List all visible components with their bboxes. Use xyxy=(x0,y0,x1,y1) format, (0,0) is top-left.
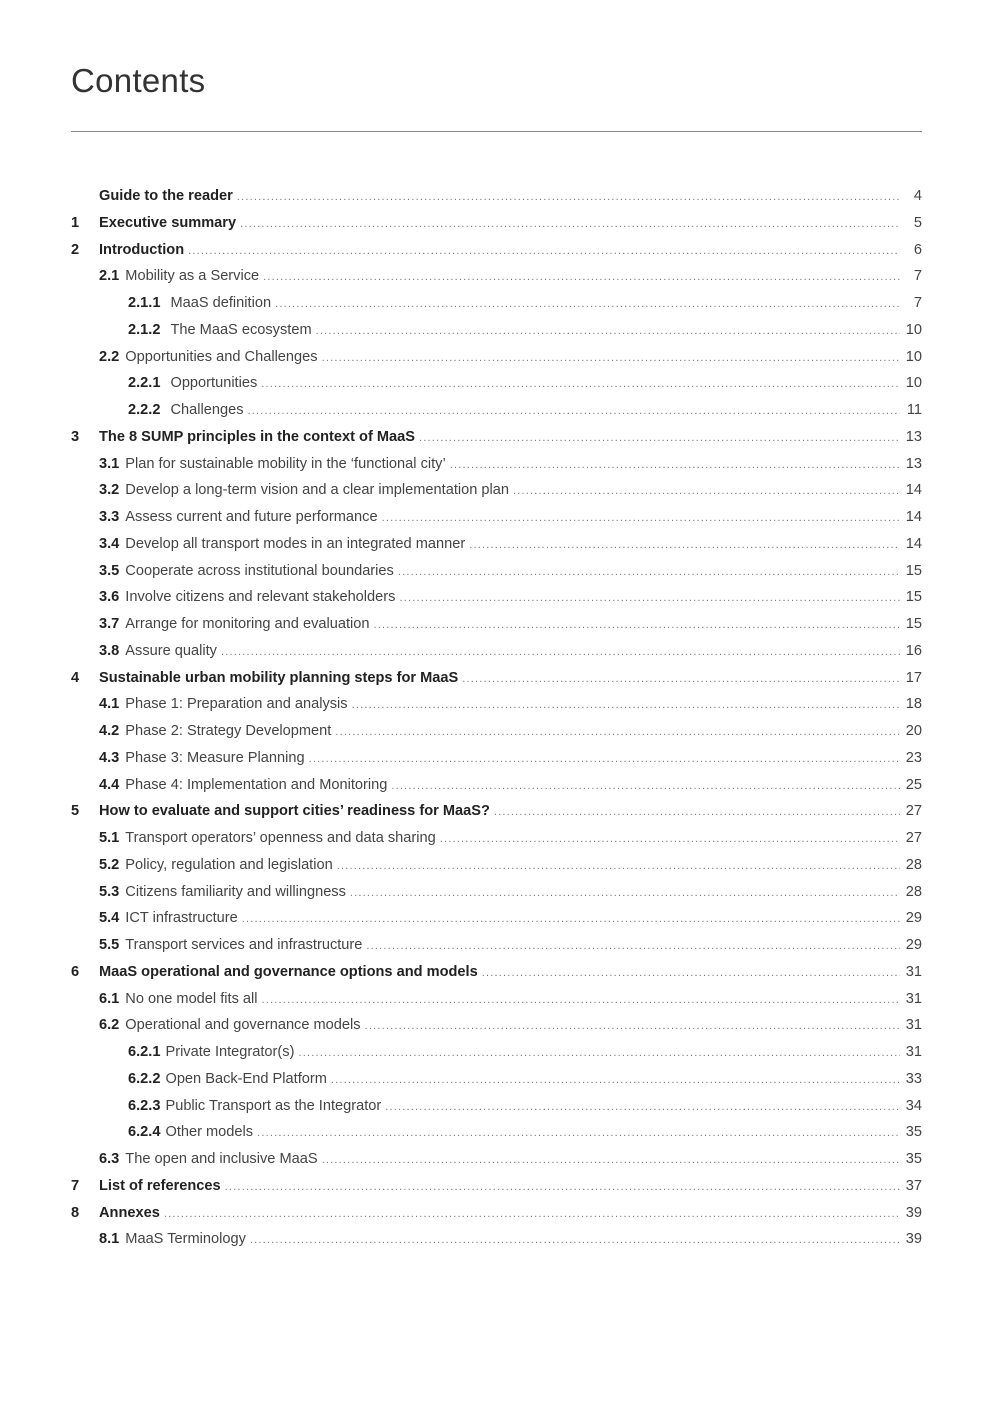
toc-entry-title: MaaS definition xyxy=(170,295,272,311)
toc-entry[interactable] xyxy=(71,665,922,692)
toc-dot-leader xyxy=(250,1227,900,1253)
toc-page-number: 15 xyxy=(905,589,922,606)
toc-chapter-number: 3 xyxy=(71,428,80,445)
toc-entry[interactable] xyxy=(71,932,922,959)
toc-section-number: 4.2 xyxy=(99,723,120,739)
toc-entry[interactable] xyxy=(71,905,922,932)
toc-page-number: 18 xyxy=(905,696,922,713)
toc-dot-leader xyxy=(335,719,900,745)
toc-entry[interactable] xyxy=(71,718,922,745)
toc-entry-title: No one model fits all xyxy=(125,990,258,1007)
toc-dot-leader xyxy=(513,478,900,504)
toc-entry[interactable] xyxy=(71,1119,922,1146)
toc-entry[interactable] xyxy=(71,986,922,1013)
toc-entry[interactable] xyxy=(71,477,922,504)
toc-dot-leader xyxy=(337,853,900,879)
toc-entry[interactable] xyxy=(71,1173,922,1200)
toc-section-number: 2.1 xyxy=(99,268,120,285)
toc-entry-title: Cooperate across institutional boundaries xyxy=(125,562,394,579)
toc-entry-title: Open Back-End Platform xyxy=(165,1070,327,1087)
toc-entry[interactable] xyxy=(71,237,922,264)
toc-section-number: 3.7 xyxy=(99,616,120,632)
toc-dot-leader xyxy=(242,906,900,932)
toc-dot-leader xyxy=(350,880,900,906)
toc-page-number: 16 xyxy=(905,642,922,659)
toc-entry-title: MaaS Terminology xyxy=(125,1231,246,1248)
toc-dot-leader xyxy=(398,559,900,585)
toc-section-number: 4.4 xyxy=(99,776,120,793)
toc-section-number: 3.5 xyxy=(99,562,120,579)
toc-page-number: 31 xyxy=(905,963,922,980)
toc-dot-leader xyxy=(262,987,900,1013)
toc-section-number: 5.2 xyxy=(99,856,120,873)
toc-chapter-number: 4 xyxy=(71,669,80,686)
toc-entry[interactable] xyxy=(71,584,922,611)
toc-page-number: 11 xyxy=(906,402,922,418)
toc-page-number: 10 xyxy=(905,375,922,392)
toc-entry-title: Sustainable urban mobility planning steps for MaaS xyxy=(99,669,459,686)
toc-page-number: 23 xyxy=(905,749,922,766)
toc-entry[interactable] xyxy=(71,959,922,986)
toc-entry-title: MaaS operational and governance options and models xyxy=(99,963,478,980)
toc-page-number: 29 xyxy=(905,910,922,927)
toc-entry[interactable] xyxy=(71,183,922,210)
toc-entry-title: Challenges xyxy=(170,402,244,418)
toc-page-number: 31 xyxy=(905,990,922,1007)
toc-dot-leader xyxy=(275,291,900,317)
toc-section-number: 3.1 xyxy=(99,455,120,472)
toc-section-number: 4.3 xyxy=(99,749,120,766)
toc-dot-leader xyxy=(240,211,900,237)
toc-entry-title: Citizens familiarity and willingness xyxy=(125,883,346,900)
toc-section-number: 5.1 xyxy=(99,830,120,846)
toc-page-number: 5 xyxy=(913,214,922,231)
toc-entry-title: Transport operators’ openness and data sharing xyxy=(125,830,436,846)
toc-page-number: 31 xyxy=(905,1017,922,1034)
toc-entry[interactable] xyxy=(71,772,922,799)
toc-dot-leader xyxy=(385,1094,900,1120)
toc-page-number: 39 xyxy=(905,1204,922,1221)
toc-section-number: 2.2.2 xyxy=(128,402,161,418)
toc-dot-leader xyxy=(309,746,900,772)
toc-entry-title: Other models xyxy=(165,1124,254,1141)
toc-dot-leader xyxy=(469,532,900,558)
toc-dot-leader xyxy=(399,585,900,611)
toc-chapter-number: 2 xyxy=(71,241,80,258)
toc-section-number: 2.2.1 xyxy=(128,375,161,392)
toc-entry-title: Phase 1: Preparation and analysis xyxy=(125,696,348,713)
toc-page-number: 25 xyxy=(905,776,922,793)
toc-page-number: 14 xyxy=(905,482,922,499)
toc-dot-leader xyxy=(374,612,901,638)
toc-entry-title: Annexes xyxy=(99,1204,160,1221)
toc-entry[interactable] xyxy=(71,558,922,585)
toc-entry[interactable] xyxy=(71,370,922,397)
toc-section-number: 6.1 xyxy=(99,990,120,1007)
toc-entry-title: Public Transport as the Integrator xyxy=(165,1097,382,1114)
toc-entry[interactable] xyxy=(71,879,922,906)
toc-entry-title: The open and inclusive MaaS xyxy=(125,1151,318,1167)
page-title: Contents xyxy=(71,62,206,99)
toc-section-number: 8.1 xyxy=(99,1231,120,1248)
toc-page-number: 35 xyxy=(905,1151,922,1167)
toc-entry[interactable] xyxy=(71,1146,922,1173)
toc-section-number: 5.3 xyxy=(99,883,120,900)
toc-entry-title: Plan for sustainable mobility in the ‘functional city’ xyxy=(125,455,446,472)
toc-page-number: 27 xyxy=(905,830,922,846)
toc-page-number: 28 xyxy=(905,883,922,900)
toc-page-number: 15 xyxy=(905,616,922,632)
toc-entry[interactable] xyxy=(71,825,922,852)
toc-dot-leader xyxy=(450,452,900,478)
toc-chapter-number: 5 xyxy=(71,803,80,820)
toc-page-number: 13 xyxy=(905,428,922,445)
toc-entry[interactable] xyxy=(71,638,922,665)
toc-dot-leader xyxy=(237,184,900,210)
toc-dot-leader xyxy=(366,933,900,959)
toc-entry-title: The MaaS ecosystem xyxy=(170,321,312,338)
toc-entry[interactable] xyxy=(71,1226,922,1253)
toc-dot-leader xyxy=(164,1201,900,1227)
toc-entry-title: Mobility as a Service xyxy=(125,268,260,285)
toc-page-number: 10 xyxy=(905,348,922,365)
toc-section-number: 2.2 xyxy=(99,348,120,365)
toc-page-number: 29 xyxy=(905,937,922,953)
toc-entry-title: Phase 3: Measure Planning xyxy=(125,749,305,766)
toc-entry-title: Opportunities and Challenges xyxy=(125,348,318,365)
toc-page-number: 33 xyxy=(905,1070,922,1087)
toc-page-number: 27 xyxy=(905,803,922,820)
toc-entry-title: Introduction xyxy=(99,241,185,258)
toc-section-number: 5.5 xyxy=(99,937,120,953)
toc-entry[interactable] xyxy=(71,798,922,825)
toc-section-number: 3.4 xyxy=(99,535,120,552)
toc-page-number: 39 xyxy=(905,1231,922,1248)
toc-entry[interactable] xyxy=(71,1012,922,1039)
toc-entry[interactable] xyxy=(71,1066,922,1093)
toc-dot-leader xyxy=(298,1040,900,1066)
toc-page-number: 15 xyxy=(905,562,922,579)
toc-entry[interactable] xyxy=(71,1200,922,1227)
toc-dot-leader xyxy=(257,1120,900,1146)
toc-section-number: 2.1.1 xyxy=(128,295,161,311)
table-of-contents xyxy=(71,183,922,1253)
toc-section-number: 6.2.2 xyxy=(128,1070,161,1087)
toc-entry[interactable] xyxy=(71,531,922,558)
toc-entry-title: How to evaluate and support cities’ readiness for MaaS? xyxy=(99,803,490,820)
toc-page-number: 13 xyxy=(905,455,922,472)
toc-section-number: 6.2.4 xyxy=(128,1124,161,1141)
toc-page-number: 20 xyxy=(905,723,922,739)
toc-page-number: 35 xyxy=(905,1124,922,1141)
toc-entry[interactable] xyxy=(71,1039,922,1066)
toc-section-number: 3.6 xyxy=(99,589,120,606)
toc-entry[interactable] xyxy=(71,290,922,317)
toc-entry[interactable] xyxy=(71,317,922,344)
toc-entry[interactable] xyxy=(71,424,922,451)
toc-dot-leader xyxy=(261,371,900,397)
toc-entry[interactable] xyxy=(71,1093,922,1120)
toc-dot-leader xyxy=(494,799,900,825)
toc-entry-title: Involve citizens and relevant stakeholders xyxy=(125,589,396,606)
toc-dot-leader xyxy=(263,264,900,290)
toc-chapter-number: 8 xyxy=(71,1204,80,1221)
toc-dot-leader xyxy=(322,345,900,371)
toc-entry-title: Private Integrator(s) xyxy=(165,1044,295,1060)
toc-entry-title: Phase 4: Implementation and Monitoring xyxy=(125,776,388,793)
toc-section-number: 3.8 xyxy=(99,642,120,659)
toc-entry[interactable] xyxy=(71,210,922,237)
toc-dot-leader xyxy=(440,826,900,852)
toc-dot-leader xyxy=(225,1174,900,1200)
toc-dot-leader xyxy=(391,773,900,799)
toc-entry-title: Operational and governance models xyxy=(125,1017,361,1034)
toc-section-number: 3.2 xyxy=(99,482,120,499)
toc-dot-leader xyxy=(322,1147,900,1173)
toc-page-number: 7 xyxy=(913,268,922,285)
toc-section-number: 6.2.3 xyxy=(128,1097,161,1114)
toc-section-number: 6.2 xyxy=(99,1017,120,1034)
toc-section-number: 6.3 xyxy=(99,1151,120,1167)
toc-page-number: 37 xyxy=(905,1177,922,1194)
toc-entry-title: ICT infrastructure xyxy=(125,910,238,927)
toc-entry[interactable] xyxy=(71,451,922,478)
toc-entry-title: Assure quality xyxy=(125,642,217,659)
toc-page-number: 7 xyxy=(913,295,922,311)
toc-page-number: 10 xyxy=(905,321,922,338)
toc-entry-title: Develop all transport modes in an integrated manner xyxy=(125,535,466,552)
toc-dot-leader xyxy=(352,692,900,718)
toc-section-number: 2.1.2 xyxy=(128,321,161,338)
toc-entry-title: Phase 2: Strategy Development xyxy=(125,723,332,739)
toc-page-number: 31 xyxy=(905,1044,922,1060)
toc-entry-title: Policy, regulation and legislation xyxy=(125,856,333,873)
toc-page-number: 14 xyxy=(905,535,922,552)
toc-chapter-number: 1 xyxy=(71,214,80,231)
toc-entry[interactable] xyxy=(71,263,922,290)
toc-section-number: 6.2.1 xyxy=(128,1044,161,1060)
toc-section-number: 3.3 xyxy=(99,509,120,525)
toc-entry[interactable] xyxy=(71,745,922,772)
toc-entry-title: Guide to the reader xyxy=(99,188,233,204)
toc-page-number: 28 xyxy=(905,856,922,873)
toc-entry[interactable] xyxy=(71,691,922,718)
toc-dot-leader xyxy=(365,1013,900,1039)
toc-dot-leader xyxy=(248,398,901,424)
toc-entry-title: Develop a long-term vision and a clear implementation plan xyxy=(125,482,509,499)
toc-entry-title: Transport services and infrastructure xyxy=(125,937,363,953)
toc-dot-leader xyxy=(462,666,900,692)
toc-page-number: 34 xyxy=(905,1097,922,1114)
toc-section-number: 4.1 xyxy=(99,696,120,713)
toc-entry[interactable] xyxy=(71,344,922,371)
toc-dot-leader xyxy=(188,238,900,264)
toc-dot-leader xyxy=(316,318,900,344)
toc-section-number: 5.4 xyxy=(99,910,120,927)
toc-entry[interactable] xyxy=(71,852,922,879)
toc-page-number: 4 xyxy=(913,188,922,204)
toc-entry-title: Opportunities xyxy=(170,375,258,392)
toc-dot-leader xyxy=(382,505,900,531)
toc-dot-leader xyxy=(331,1067,900,1093)
toc-page-number: 17 xyxy=(905,669,922,686)
toc-chapter-number: 7 xyxy=(71,1177,80,1194)
toc-dot-leader xyxy=(221,639,900,665)
toc-page-number: 14 xyxy=(905,509,922,525)
toc-entry-title: List of references xyxy=(99,1177,221,1194)
toc-entry[interactable] xyxy=(71,504,922,531)
toc-entry[interactable] xyxy=(71,611,922,638)
toc-entry-title: The 8 SUMP principles in the context of MaaS xyxy=(99,428,415,445)
toc-chapter-number: 6 xyxy=(71,963,80,980)
title-divider xyxy=(71,131,922,132)
toc-entry-title: Executive summary xyxy=(99,214,237,231)
toc-dot-leader xyxy=(482,960,900,986)
toc-entry-title: Assess current and future performance xyxy=(125,509,378,525)
toc-page-number: 6 xyxy=(913,241,922,258)
toc-entry[interactable] xyxy=(71,397,922,424)
toc-entry-title: Arrange for monitoring and evaluation xyxy=(125,616,370,632)
toc-dot-leader xyxy=(419,425,900,451)
